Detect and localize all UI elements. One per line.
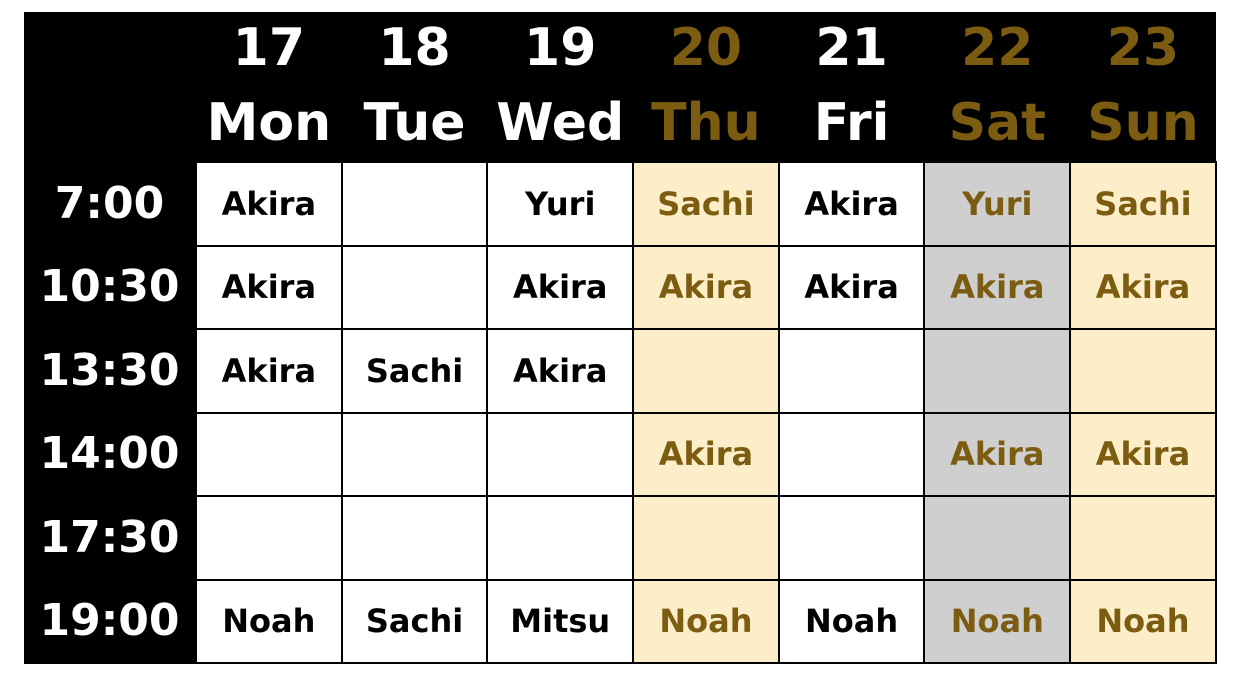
schedule-cell[interactable]: Yuri: [487, 162, 633, 246]
schedule-cell[interactable]: [342, 162, 488, 246]
day-name-wed: Wed: [487, 84, 633, 162]
schedule-row: [24, 580, 1216, 664]
schedule-cell[interactable]: [779, 496, 925, 580]
day-number-mon: 17: [196, 12, 342, 84]
time-label: 13:30: [24, 329, 196, 413]
day-number-wed: 19: [487, 12, 633, 84]
schedule-cell[interactable]: [1070, 329, 1216, 413]
day-number-sun: 23: [1070, 12, 1216, 84]
day-number-row: [24, 12, 1216, 84]
day-name-sun: Sun: [1070, 84, 1216, 162]
day-name-thu: Thu: [633, 84, 779, 162]
schedule-row: [24, 162, 1216, 246]
header-corner-cell-2: [24, 84, 196, 162]
schedule-cell[interactable]: [633, 329, 779, 413]
schedule-cell[interactable]: Akira: [633, 413, 779, 497]
day-name-row: [24, 84, 1216, 162]
schedule-cell[interactable]: Akira: [633, 246, 779, 330]
day-number-sat: 22: [924, 12, 1070, 84]
schedule-cell[interactable]: Akira: [779, 162, 925, 246]
time-label: 7:00: [24, 162, 196, 246]
schedule-cell[interactable]: [487, 413, 633, 497]
day-number-fri: 21: [779, 12, 925, 84]
schedule-header: [24, 12, 1216, 162]
schedule-cell[interactable]: Noah: [779, 580, 925, 664]
time-label: 17:30: [24, 496, 196, 580]
schedule-cell[interactable]: [196, 496, 342, 580]
schedule-cell[interactable]: [924, 496, 1070, 580]
schedule-cell[interactable]: Akira: [487, 246, 633, 330]
schedule-cell[interactable]: [633, 496, 779, 580]
schedule-cell[interactable]: [924, 329, 1070, 413]
schedule-cell[interactable]: Akira: [779, 246, 925, 330]
schedule-cell[interactable]: Noah: [924, 580, 1070, 664]
schedule-cell[interactable]: [779, 413, 925, 497]
schedule-cell[interactable]: [487, 496, 633, 580]
schedule-row: [24, 329, 1216, 413]
weekly-schedule-table: [24, 12, 1217, 664]
schedule-cell[interactable]: [342, 246, 488, 330]
schedule-cell[interactable]: Akira: [196, 162, 342, 246]
schedule-body: [24, 162, 1216, 663]
day-name-tue: Tue: [342, 84, 488, 162]
schedule-cell[interactable]: [196, 413, 342, 497]
schedule-cell[interactable]: Akira: [196, 246, 342, 330]
schedule-cell[interactable]: Akira: [487, 329, 633, 413]
schedule-cell[interactable]: Noah: [196, 580, 342, 664]
schedule-cell[interactable]: Akira: [1070, 413, 1216, 497]
schedule-cell[interactable]: Noah: [1070, 580, 1216, 664]
schedule-cell[interactable]: Akira: [1070, 246, 1216, 330]
day-name-sat: Sat: [924, 84, 1070, 162]
day-number-tue: 18: [342, 12, 488, 84]
time-label: 10:30: [24, 246, 196, 330]
schedule-cell[interactable]: Sachi: [342, 580, 488, 664]
time-label: 19:00: [24, 580, 196, 664]
schedule-cell[interactable]: Yuri: [924, 162, 1070, 246]
day-number-thu: 20: [633, 12, 779, 84]
schedule-row: [24, 496, 1216, 580]
schedule-cell[interactable]: Mitsu: [487, 580, 633, 664]
schedule-cell[interactable]: Sachi: [633, 162, 779, 246]
schedule-cell[interactable]: Akira: [924, 246, 1070, 330]
schedule-cell[interactable]: Sachi: [1070, 162, 1216, 246]
schedule-cell[interactable]: Akira: [196, 329, 342, 413]
schedule-row: [24, 246, 1216, 330]
schedule-cell[interactable]: Sachi: [342, 329, 488, 413]
schedule-cell[interactable]: [342, 413, 488, 497]
day-name-fri: Fri: [779, 84, 925, 162]
schedule-row: [24, 413, 1216, 497]
schedule-cell[interactable]: Noah: [633, 580, 779, 664]
schedule-cell[interactable]: [342, 496, 488, 580]
day-name-mon: Mon: [196, 84, 342, 162]
time-label: 14:00: [24, 413, 196, 497]
schedule-cell[interactable]: [779, 329, 925, 413]
schedule-panel: [24, 12, 1216, 664]
schedule-cell[interactable]: Akira: [924, 413, 1070, 497]
header-corner-cell: [24, 12, 196, 84]
schedule-cell[interactable]: [1070, 496, 1216, 580]
